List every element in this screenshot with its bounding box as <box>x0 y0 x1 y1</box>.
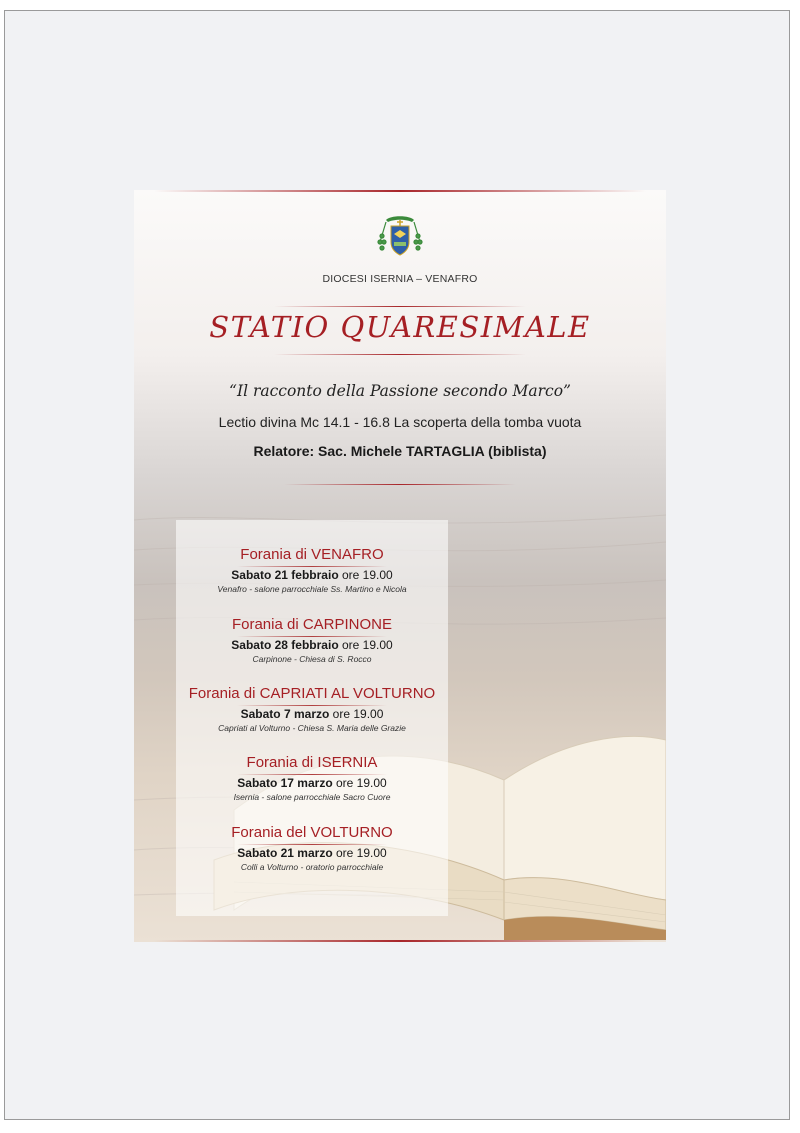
event-time: ore 19.00 <box>329 707 384 721</box>
event-day: Sabato 21 febbraio <box>231 568 339 582</box>
lectio-line: Lectio divina Mc 14.1 - 16.8 La scoperta della tomba vuota <box>218 414 582 430</box>
event-title: Forania del VOLTURNO <box>231 824 393 841</box>
event-day: Sabato 17 marzo <box>237 776 333 790</box>
event-day: Sabato 21 marzo <box>237 846 333 860</box>
event-date <box>176 707 448 722</box>
event-time: ore 19.00 <box>332 846 387 860</box>
event-date <box>176 638 448 653</box>
page-title: STATIO QUARESIMALE <box>209 310 591 344</box>
event-place: Venafro - salone parrocchiale Ss. Martino e Nicola <box>217 584 407 594</box>
section-divider <box>284 484 516 485</box>
event-place: Isernia - salone parrocchiale Sacro Cuore <box>233 792 391 802</box>
event-venafro <box>176 546 448 595</box>
event-title: Forania di VENAFRO <box>240 546 384 563</box>
speaker-line: Relatore: Sac. Michele TARTAGLIA (biblista) <box>253 443 547 459</box>
poster <box>134 190 666 942</box>
event-divider <box>237 566 387 567</box>
event-divider <box>237 774 387 775</box>
event-time: ore 19.00 <box>338 568 393 582</box>
event-time: ore 19.00 <box>332 776 387 790</box>
event-capriati <box>176 685 448 734</box>
event-title: Forania di CAPRIATI AL VOLTURNO <box>188 685 436 702</box>
event-place: Colli a Volturno - oratorio parrocchiale <box>240 862 384 872</box>
event-date <box>176 846 448 861</box>
top-rule <box>154 190 646 192</box>
event-title: Forania di CARPINONE <box>231 616 393 633</box>
event-date <box>176 776 448 791</box>
title-rule-top <box>274 306 526 307</box>
event-title: Forania di ISERNIA <box>246 754 378 771</box>
event-place: Capriati al Volturno - Chiesa S. Maria delle Grazie <box>218 723 406 733</box>
event-time: ore 19.00 <box>338 638 393 652</box>
diocese-name: DIOCESI ISERNIA – VENAFRO <box>322 273 478 285</box>
event-isernia <box>176 754 448 803</box>
subtitle: “Il racconto della Passione secondo Marco” <box>229 382 571 400</box>
event-divider <box>237 844 387 845</box>
event-day: Sabato 28 febbraio <box>231 638 339 652</box>
event-day: Sabato 7 marzo <box>240 707 330 721</box>
event-divider <box>237 636 387 637</box>
event-carpinone <box>176 616 448 665</box>
bottom-rule <box>154 940 646 942</box>
event-volturno <box>176 824 448 873</box>
event-date <box>176 568 448 583</box>
event-place: Carpinone - Chiesa di S. Rocco <box>252 654 372 664</box>
coat-of-arms-icon <box>376 212 424 260</box>
title-rule-bottom <box>274 354 526 355</box>
schedule-panel <box>176 520 448 916</box>
event-divider <box>237 705 387 706</box>
